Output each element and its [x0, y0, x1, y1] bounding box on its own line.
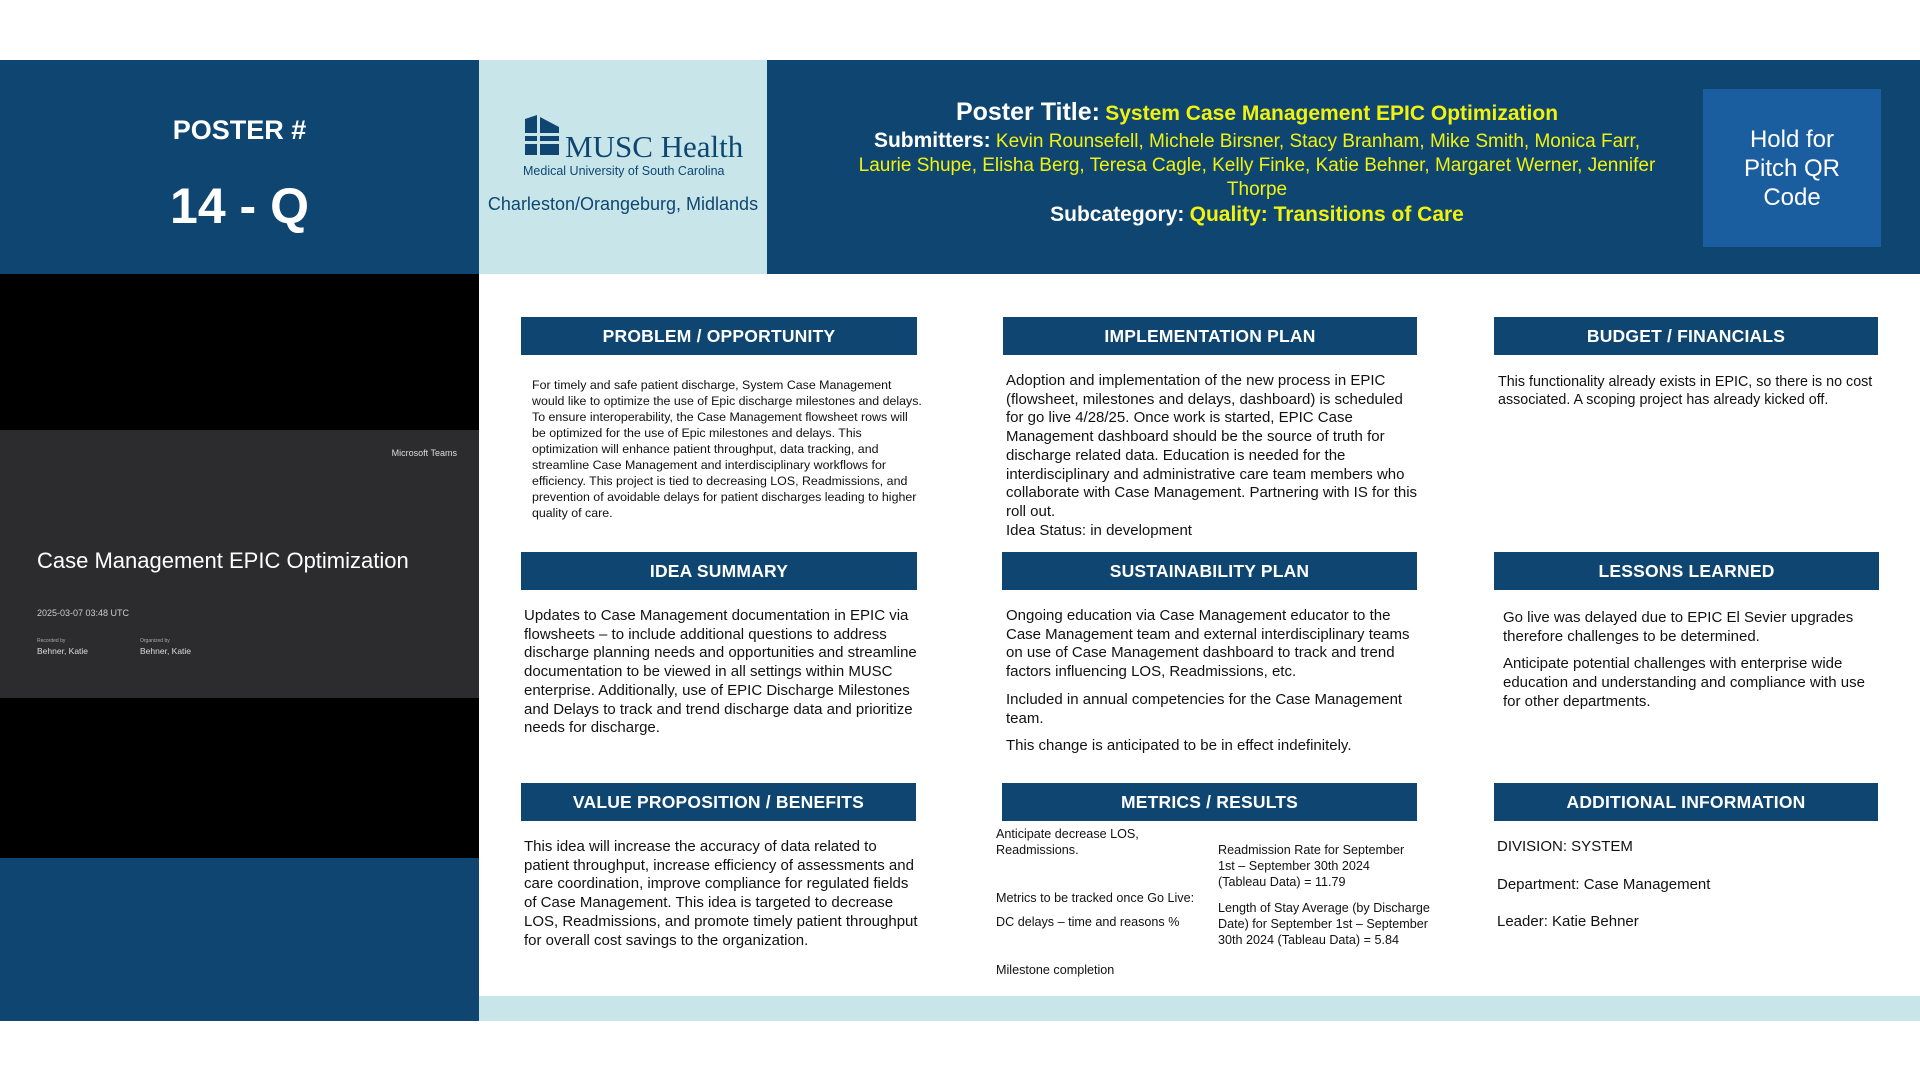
submitters-value: Kevin Rounsefell, Michele Birsner, Stacy Branham, Mike Smith, Monica Farr, Laurie Shupe, Elisha Berg, Teresa Cagle, Kelly Finke, Katie Behner, Margaret Werner, Jennifer Thorpe [858, 131, 1656, 200]
sustainability-p3: This change is anticipated to be in effect indefinitely. [1006, 737, 1352, 755]
implementation-body [1006, 372, 1418, 540]
implementation-header: IMPLEMENTATION PLAN [1003, 317, 1417, 355]
title-block [847, 100, 1667, 228]
metrics-header: METRICS / RESULTS [1002, 783, 1417, 821]
lessons-p2: Anticipate potential challenges with enterprise wide education and understanding and compliance with use for other departments. [1503, 655, 1865, 710]
metrics-readmission: Readmission Rate for September 1st – September 30th 2024 (Tableau Data) = 11.79 [1218, 843, 1405, 889]
subcategory-label: Subcategory: [1050, 203, 1185, 226]
idea-summary-body: Updates to Case Management documentation in EPIC via flowsheets – to include additional questions to address discharge planning needs and opportunities and streamline documentation to be viewed in all settings within MUSC enterprise. Additionally, use of EPIC Discharge Milestones and Delays to track and trend discharge data and prioritize needs for discharge. [524, 607, 917, 737]
sustainability-p2: Included in annual competencies for the Case Management team. [1006, 690, 1403, 727]
budget-header: BUDGET / FINANCIALS [1494, 317, 1878, 355]
budget-body: This functionality already exists in EPIC, so there is no cost associated. A scoping project has already kicked off. [1498, 374, 1873, 408]
poster-title-label: Poster Title: [955, 98, 1100, 126]
additional-leader: Leader: Katie Behner [1497, 913, 1639, 931]
logo-subtitle: Medical University of South Carolina [523, 164, 725, 178]
idea-status: Idea Status: in development [1006, 521, 1192, 539]
title-panel [767, 60, 1920, 274]
organized-by-name: Behner, Katie [140, 646, 192, 656]
meeting-date: 2025-03-07 03:48 UTC [37, 608, 130, 618]
logo-panel [479, 60, 767, 274]
organized-by-label: Organized by [140, 638, 170, 644]
metrics-tracked: Metrics to be tracked once Go Live: [996, 891, 1195, 905]
problem-body: For timely and safe patient discharge, System Case Management would like to optimize the use of Epic discharge milestones and delays. To ensure interoperability, the Case Management flowsheet rows will be optimized for the use of Epic milestones and delays. This optimization will enhance patient throughput, data tracking, and streamline Case Management and interdisciplinary workflows for efficiency. This project is tied to decreasing LOS, Readmissions, and prevention of avoidable delays for patient discharges leading to higher quality of care. [532, 378, 922, 520]
bottom-strip [479, 996, 1920, 1021]
poster-number-panel [0, 60, 479, 274]
idea-summary-header: IDEA SUMMARY [521, 552, 917, 590]
lessons-header: LESSONS LEARNED [1494, 552, 1879, 590]
poster-number-label: POSTER # [172, 115, 307, 145]
meeting-title: Case Management EPIC Optimization [37, 548, 409, 573]
submitters-label: Submitters: [873, 129, 991, 152]
additional-department: Department: Case Management [1497, 875, 1711, 893]
subcategory-value: Quality: Transitions of Care [1189, 203, 1464, 226]
qr-code-placeholder [1703, 89, 1881, 247]
logo-name: MUSC Health [565, 129, 744, 164]
left-bottom-panel [0, 858, 479, 1021]
poster-number-value: 14 - Q [170, 178, 309, 234]
sustainability-p1: Ongoing education via Case Management educator to the Case Management team and external interdisciplinary teams on use of Case Management dashboard to track and trend factors influencing LOS, Readmissions, etc. [1006, 607, 1410, 681]
metrics-anticipate: Anticipate decrease LOS, Readmissions. [996, 827, 1139, 857]
teams-recording-card[interactable] [0, 430, 479, 698]
metrics-milestone: Milestone completion [996, 963, 1115, 977]
recorded-by-name: Behner, Katie [37, 646, 89, 656]
problem-header: PROBLEM / OPPORTUNITY [521, 317, 917, 355]
value-header: VALUE PROPOSITION / BENEFITS [521, 783, 916, 821]
qr-placeholder-text: Hold for Pitch QR Code [1743, 125, 1841, 211]
value-body: This idea will increase the accuracy of data related to patient throughput, increase efficiency of assessments and care coordination, improve compliance for regulated fields of Case Management. This idea is targeted to decrease LOS, Readmissions, and promote timely patient throughput for overall cost savings to the organization. [524, 838, 918, 949]
metrics-los: Length of Stay Average (by Discharge Date) for September 1st – September 30th 2024 (Tableau Data) = 5.84 [1218, 901, 1430, 947]
teams-app-label: Microsoft Teams [391, 448, 457, 458]
implementation-text: Adoption and implementation of the new process in EPIC (flowsheet, milestones and delays, dashboard) is scheduled for go live 4/28/25. Once work is started, EPIC Case Management dashboard should be the source of truth for discharge related data. Education is needed for the interdisciplinary and administrative care team members who collaborate with Case Management. Partnering with IS for this roll out. [1006, 372, 1418, 520]
location-text: Charleston/Orangeburg, Midlands [487, 194, 759, 214]
additional-division: DIVISION: SYSTEM [1497, 838, 1633, 855]
sustainability-header: SUSTAINABILITY PLAN [1002, 552, 1417, 590]
recorded-by-label: Recorded by [37, 638, 66, 644]
lessons-body [1503, 609, 1883, 721]
poster-title-value: System Case Management EPIC Optimization [1105, 102, 1559, 125]
metrics-dc-delays: DC delays – time and reasons % [996, 915, 1180, 929]
additional-header: ADDITIONAL INFORMATION [1494, 783, 1878, 821]
sustainability-body [1006, 607, 1418, 765]
lessons-p1: Go live was delayed due to EPIC El Sevier upgrades therefore challenges to be determined. [1503, 609, 1854, 645]
musc-logo-icon [523, 113, 561, 157]
additional-body [1497, 838, 1877, 932]
